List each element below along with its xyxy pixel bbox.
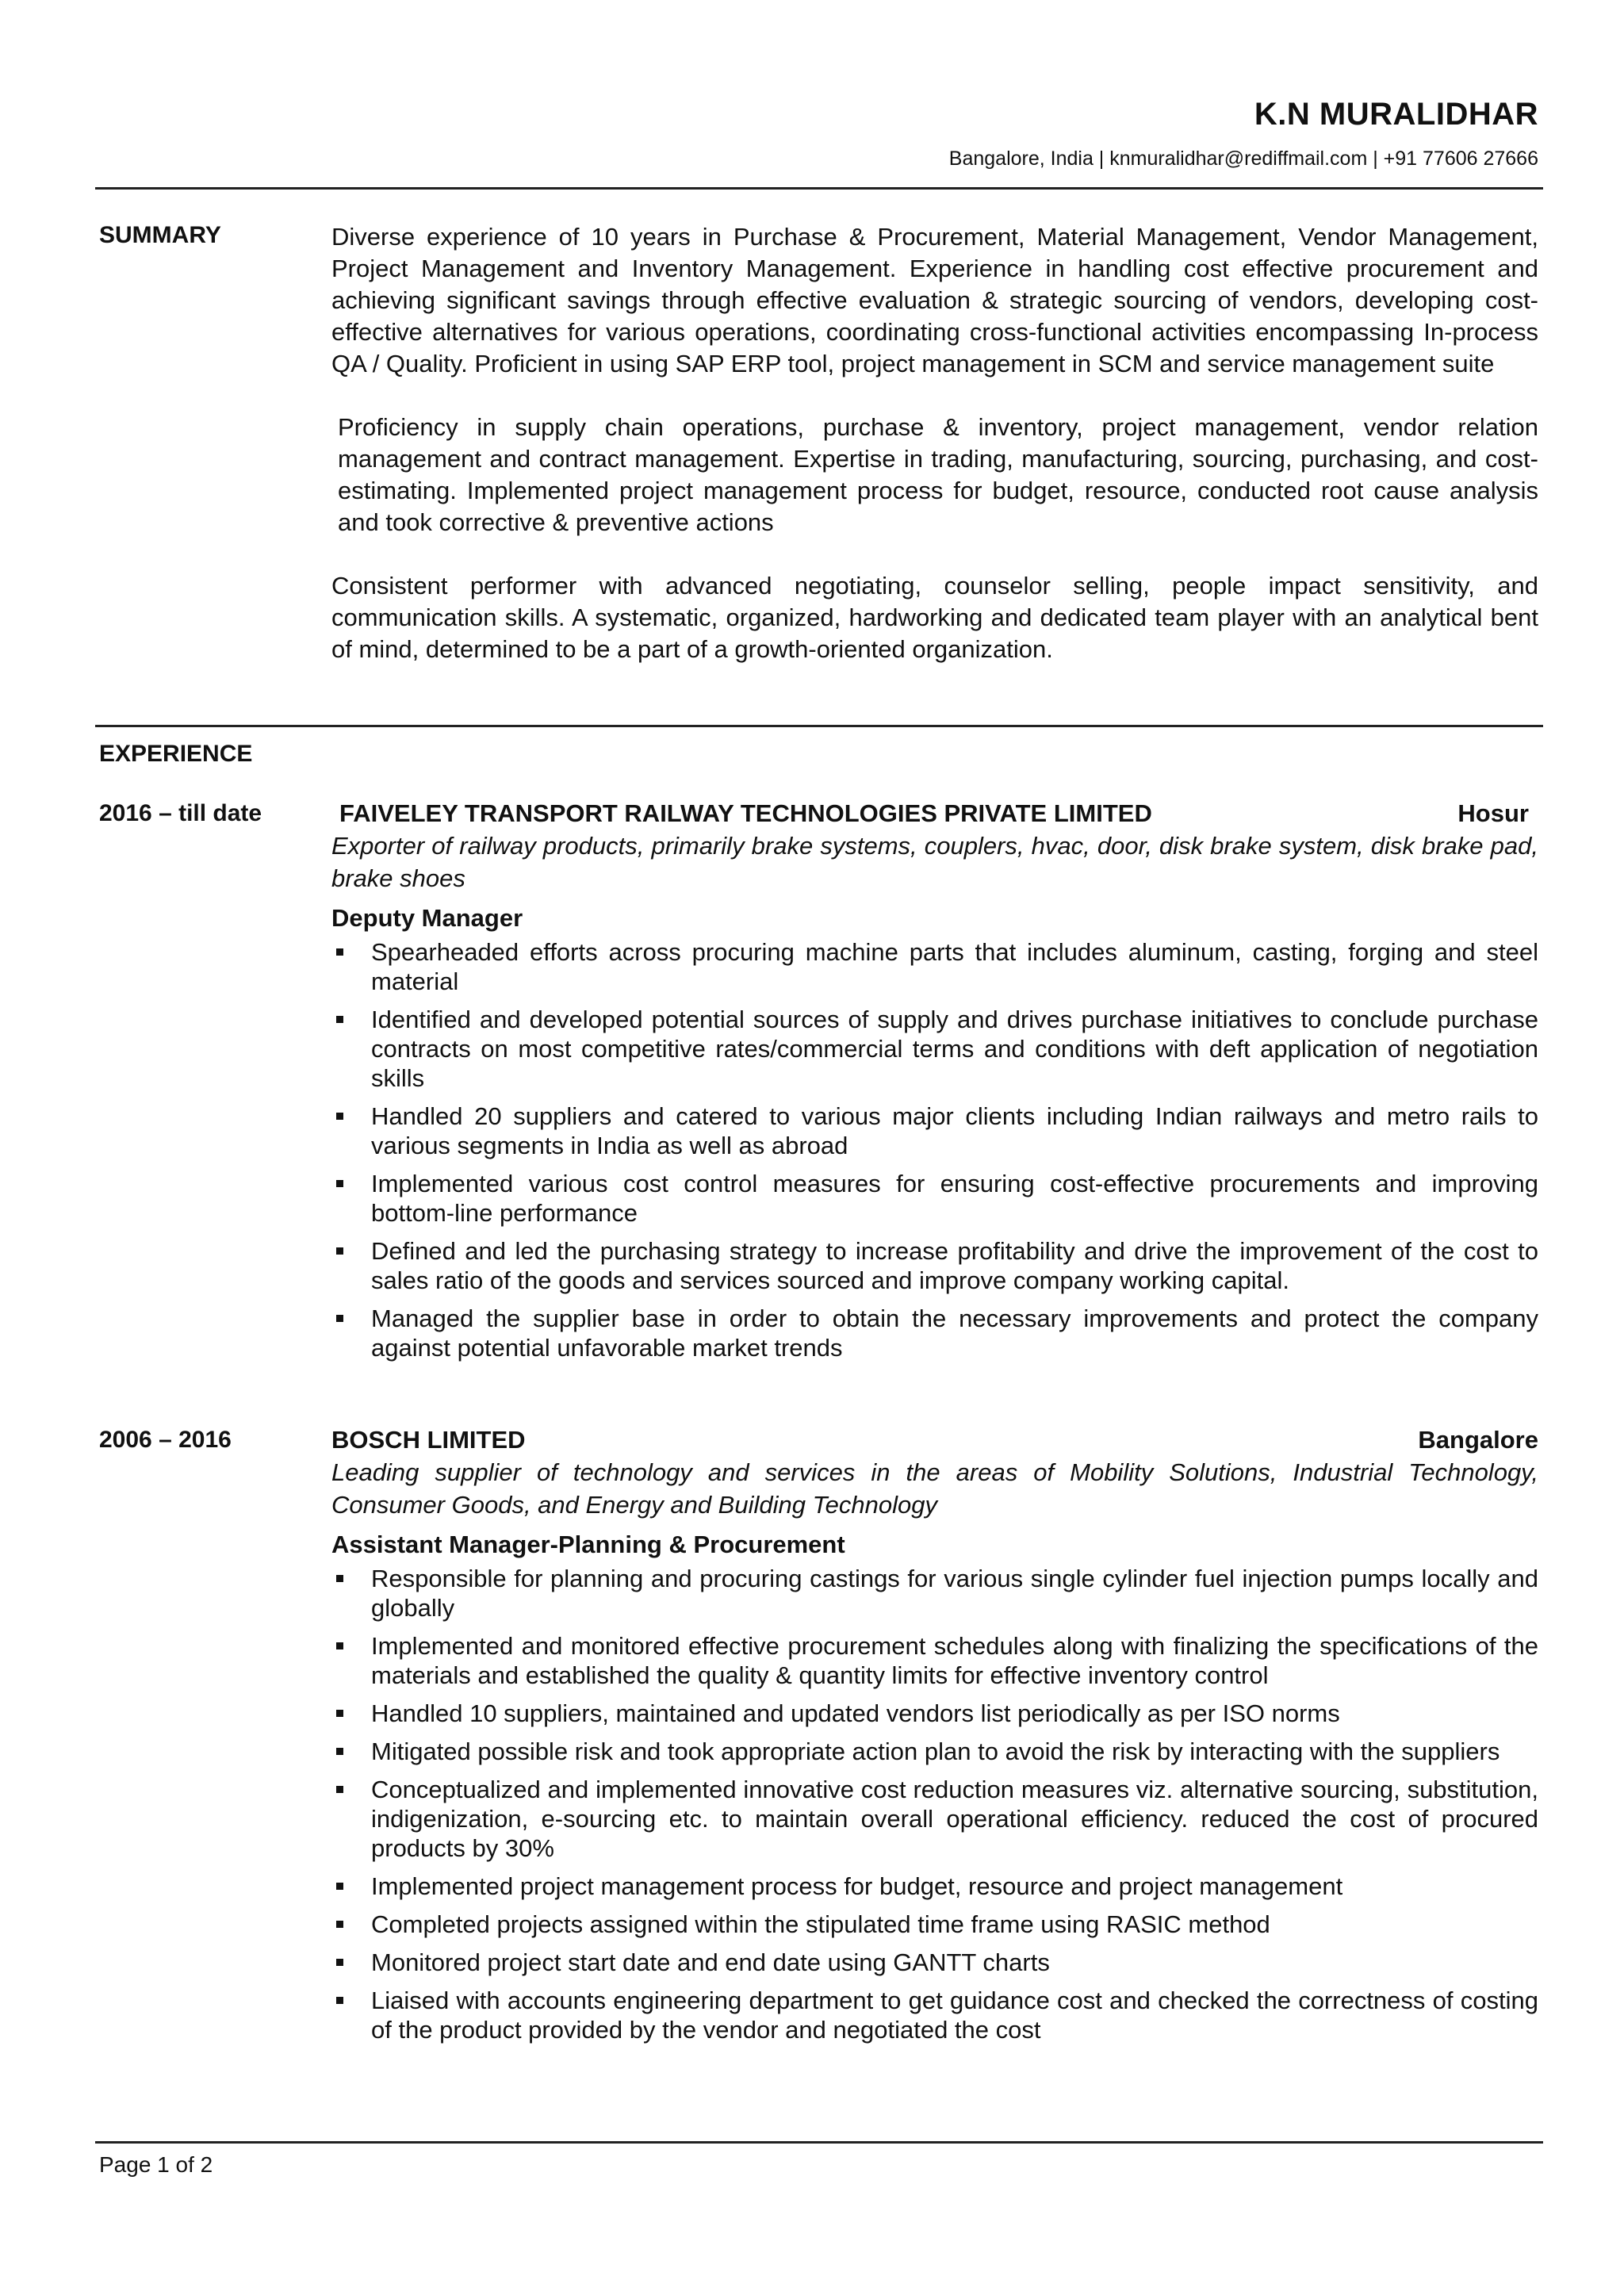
header-divider [95,187,1543,190]
experience-label: EXPERIENCE [99,741,253,767]
candidate-name: K.N MURALIDHAR [1254,97,1538,132]
job-title: Deputy Manager [331,904,523,932]
contact-line: Bangalore, India | knmuralidhar@rediffmail.com | +91 77606 27666 [948,148,1538,170]
list-item: Implemented and monitored effective procurement schedules along with finalizing the specifications of the materials and established the quality & quantity limits for effective inventory control [331,1631,1538,1690]
footer-divider [95,2141,1543,2144]
job-header [331,798,1538,829]
list-item: Defined and led the purchasing strategy to increase profitability and drive the improvement of the cost to sales ratio of the goods and services sourced and improve company working capital. [331,1236,1538,1295]
list-item: Implemented project management process for budget, resource and project management [331,1872,1538,1901]
summary-paragraph: Consistent performer with advanced negotiating, counselor selling, people impact sensitivity, and communication skills. A systematic, organized, hardworking and dedicated team player with an analytical bent of mind, determined to be a part of a growth-oriented organization. [331,572,1538,663]
job-responsibilities [331,937,1538,1362]
summary-label: SUMMARY [99,222,221,248]
job-description: Leading supplier of technology and services in the areas of Mobility Solutions, Industrial Technology, Consumer Goods, and Energy and Building Technology [331,1458,1538,1519]
job-company: FAIVELEY TRANSPORT RAILWAY TECHNOLOGIES PRIVATE LIMITED [339,799,1152,827]
list-item: Identified and developed potential sources of supply and drives purchase initiatives to conclude purchase contracts on most competitive rates/commercial terms and conditions with deft application of negotiation skills [331,1005,1538,1093]
summary-divider [95,725,1543,727]
list-item: Completed projects assigned within the stipulated time frame using RASIC method [331,1910,1538,1939]
list-item: Mitigated possible risk and took appropriate action plan to avoid the risk by interacting with the suppliers [331,1737,1538,1766]
list-item: Monitored project start date and end date using GANTT charts [331,1948,1538,1977]
list-item: Handled 20 suppliers and catered to various major clients including Indian railways and metro rails to various segments in India as well as abroad [331,1102,1538,1160]
list-item: Conceptualized and implemented innovative cost reduction measures viz. alternative sourcing, substitution, indigenization, e-sourcing etc. to maintain overall operational efficiency. reduced the cost of procured products by 30% [331,1775,1538,1863]
job-description: Exporter of railway products, primarily brake systems, couplers, hvac, door, disk brake system, disk brake pad, brake shoes [331,832,1538,892]
list-item: Liaised with accounts engineering department to get guidance cost and checked the correctness of costing of the product provided by the vendor and negotiated the cost [331,1986,1538,2044]
job-responsibilities [331,1564,1538,2044]
list-item: Managed the supplier base in order to obtain the necessary improvements and protect the company against potential unfavorable market trends [331,1304,1538,1362]
job-entry [331,1424,1538,2053]
list-item: Handled 10 suppliers, maintained and updated vendors list periodically as per ISO norms [331,1699,1538,1728]
list-item: Implemented various cost control measures for ensuring cost-effective procurements and improving bottom-line performance [331,1169,1538,1228]
list-item: Responsible for planning and procuring castings for various single cylinder fuel injection pumps locally and globally [331,1564,1538,1623]
job-dates: 2006 – 2016 [99,1427,232,1453]
job-location: Hosur [1457,799,1529,827]
summary-paragraph: Diverse experience of 10 years in Purchase & Procurement, Material Management, Vendor Management, Project Management and Inventory Management. Experience in handling cost effective procurement and achieving significant savings through effective evaluation & strategic sourcing of vendors, developing cost-effective alternatives for various operations, coordinating cross-functional activities encompassing In-process QA / Quality. Proficient in using SAP ERP tool, project management in SCM and service management suite [331,223,1538,377]
page-number: Page 1 of 2 [99,2152,213,2177]
job-title: Assistant Manager-Planning & Procurement [331,1531,845,1558]
job-company: BOSCH LIMITED [331,1426,526,1454]
job-dates: 2016 – till date [99,800,262,826]
summary-paragraph: Proficiency in supply chain operations, purchase & inventory, project management, vendor relation management and contract management. Expertise in trading, manufacturing, sourcing, purchasing, and cost-estimating. Implemented project management process for budget, resource, conducted root cause analysis and took corrective & preventive actions [338,413,1538,536]
list-item: Spearheaded efforts across procuring machine parts that includes aluminum, casting, forging and steel material [331,937,1538,996]
summary-content [331,221,1538,697]
job-header [331,1424,1538,1456]
job-entry [331,798,1538,1371]
job-location: Bangalore [1418,1426,1538,1454]
